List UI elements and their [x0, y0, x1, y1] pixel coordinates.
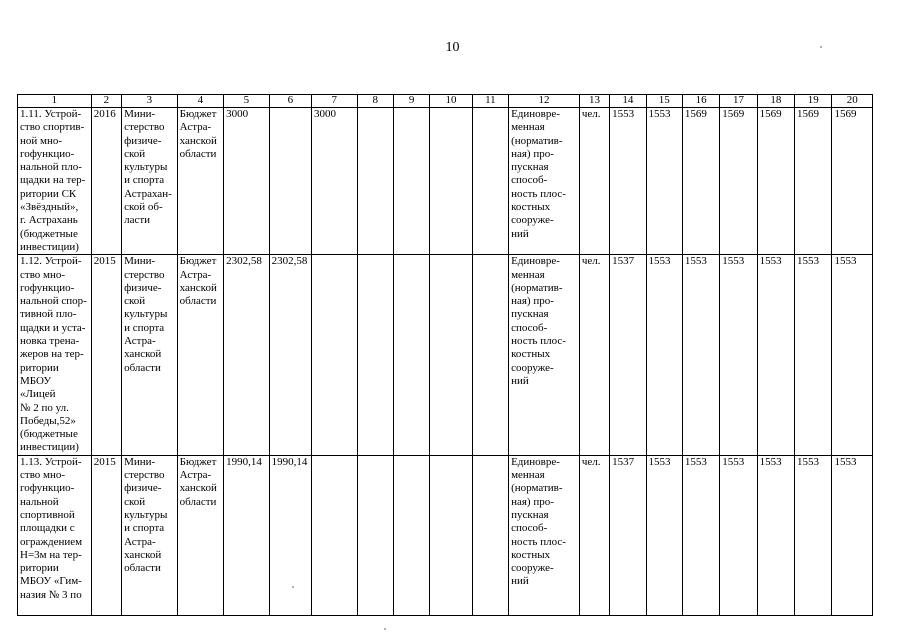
- cell-value-18: 1553: [757, 455, 794, 615]
- scan-speck: [292, 586, 294, 588]
- col-header: 13: [579, 95, 609, 108]
- cell-col9: [393, 455, 429, 615]
- table-row: [18, 108, 873, 255]
- cell-event-name: 1.11. Устрой- ство спортив- ной мно- гофункцио- нальной пло- щадки на тер- ритории СК «Звёздный», г. Астрахань (бюджетные инвестиции): [18, 108, 92, 255]
- cell-value-20: 1569: [832, 108, 873, 255]
- cell-indicator: Единовре- менная (норматив- ная) про- пускная способ- ность плос- костных сооруже- ний: [509, 255, 580, 455]
- cell-unit: чел.: [579, 455, 609, 615]
- cell-value-18: 1553: [757, 255, 794, 455]
- col-header: 16: [682, 95, 719, 108]
- cell-value-15: 1553: [646, 455, 682, 615]
- cell-year: 2015: [91, 455, 121, 615]
- col-header: 10: [430, 95, 472, 108]
- page-number: 10: [445, 40, 460, 55]
- column-number-row: [18, 95, 873, 108]
- cell-indicator: Единовре- менная (норматив- ная) про- пускная способ- ность плос- костных сооруже- ний: [509, 455, 580, 615]
- cell-col11: [472, 455, 508, 615]
- cell-col7: 3000: [312, 108, 357, 255]
- cell-event-name: 1.12. Устрой- ство мно- гофункцио- нальной спор- тивной пло- щадки и уста- новка трена- жеров на тер- ритории МБОУ «Лицей № 2 по ул. Победы,52» (бюджетные инвестиции): [18, 255, 92, 455]
- cell-indicator: Единовре- менная (норматив- ная) про- пускная способ- ность плос- костных сооруже- ний: [509, 108, 580, 255]
- cell-executor: Мини- стерство физиче- ской культуры и спорта Астрахан- ской об- ласти: [122, 108, 178, 255]
- cell-executor: Мини- стерство физиче- ской культуры и спорта Астра- ханской области: [122, 455, 178, 615]
- cell-value-16: 1553: [682, 455, 719, 615]
- col-header: 1: [18, 95, 92, 108]
- cell-col10: [430, 455, 472, 615]
- cell-value-18: 1569: [757, 108, 794, 255]
- cell-col10: [430, 255, 472, 455]
- cell-col6: 2302,58: [269, 255, 311, 455]
- cell-value-14: 1537: [610, 455, 646, 615]
- col-header: 14: [610, 95, 646, 108]
- cell-source: Бюджет Астра- ханской области: [177, 455, 223, 615]
- cell-value-16: 1569: [682, 108, 719, 255]
- cell-value-15: 1553: [646, 255, 682, 455]
- col-header: 2: [91, 95, 121, 108]
- cell-value-14: 1553: [610, 108, 646, 255]
- cell-event-name: 1.13. Устрой- ство мно- гофункцио- нальной спортивной площадки с ограждением Н=3м на тер- ритории МБОУ «Гим- назия № 3 по: [18, 455, 92, 615]
- cell-executor: Мини- стерство физиче- ской культуры и спорта Астра- ханской области: [122, 255, 178, 455]
- col-header: 3: [122, 95, 178, 108]
- cell-value-17: 1569: [720, 108, 757, 255]
- cell-col5: 3000: [224, 108, 269, 255]
- cell-value-19: 1553: [795, 455, 832, 615]
- cell-value-17: 1553: [720, 255, 757, 455]
- program-table: [17, 94, 873, 616]
- cell-unit: чел.: [579, 255, 609, 455]
- table-row: [18, 455, 873, 615]
- col-header: 20: [832, 95, 873, 108]
- col-header: 4: [177, 95, 223, 108]
- cell-value-17: 1553: [720, 455, 757, 615]
- cell-source: Бюджет Астра- ханской области: [177, 255, 223, 455]
- col-header: 9: [393, 95, 429, 108]
- cell-col10: [430, 108, 472, 255]
- cell-value-19: 1569: [795, 108, 832, 255]
- col-header: 11: [472, 95, 508, 108]
- cell-col6: [269, 108, 311, 255]
- col-header: 19: [795, 95, 832, 108]
- col-header: 8: [357, 95, 393, 108]
- col-header: 17: [720, 95, 757, 108]
- col-header: 7: [312, 95, 357, 108]
- col-header: 6: [269, 95, 311, 108]
- cell-col6: 1990,14: [269, 455, 311, 615]
- cell-unit: чел.: [579, 108, 609, 255]
- cell-col9: [393, 255, 429, 455]
- cell-value-20: 1553: [832, 455, 873, 615]
- col-header: 15: [646, 95, 682, 108]
- cell-source: Бюджет Астра- ханской области: [177, 108, 223, 255]
- cell-col11: [472, 255, 508, 455]
- col-header: 5: [224, 95, 269, 108]
- cell-value-15: 1553: [646, 108, 682, 255]
- col-header: 18: [757, 95, 794, 108]
- cell-col8: [357, 255, 393, 455]
- cell-year: 2016: [91, 108, 121, 255]
- cell-col7: [312, 255, 357, 455]
- cell-value-16: 1553: [682, 255, 719, 455]
- cell-col11: [472, 108, 508, 255]
- cell-col7: [312, 455, 357, 615]
- cell-col9: [393, 108, 429, 255]
- table-row: [18, 255, 873, 455]
- col-header: 12: [509, 95, 580, 108]
- cell-col8: [357, 108, 393, 255]
- cell-col5: 2302,58: [224, 255, 269, 455]
- cell-value-14: 1537: [610, 255, 646, 455]
- cell-value-19: 1553: [795, 255, 832, 455]
- cell-year: 2015: [91, 255, 121, 455]
- scan-speck: [820, 46, 822, 48]
- cell-col5: 1990,14: [224, 455, 269, 615]
- cell-value-20: 1553: [832, 255, 873, 455]
- scan-speck: [384, 628, 386, 630]
- cell-col8: [357, 455, 393, 615]
